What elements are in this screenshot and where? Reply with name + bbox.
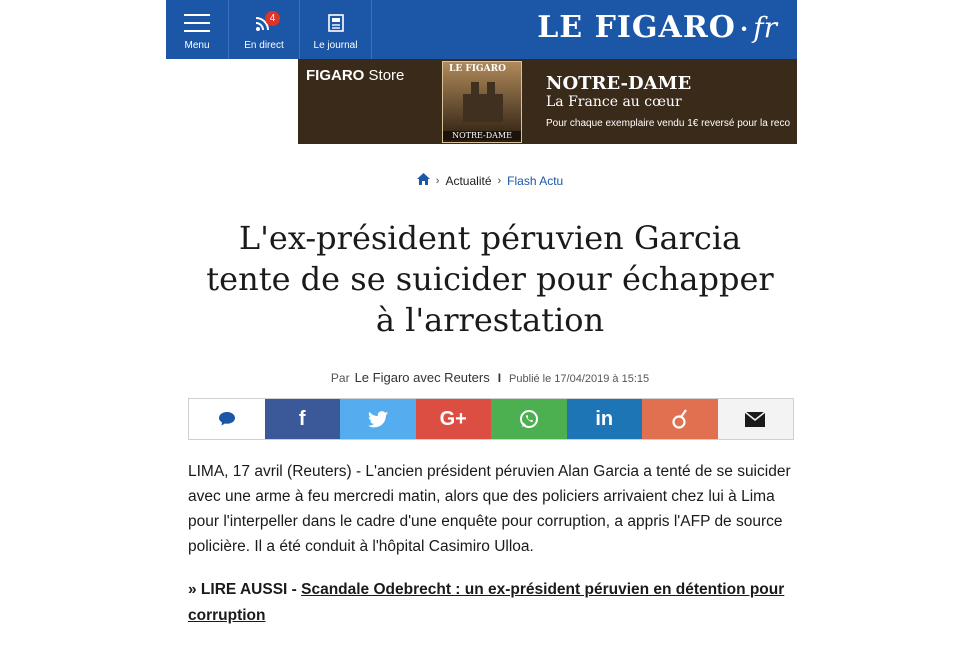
cathedral-illustration — [463, 82, 503, 122]
read-also-prefix: » LIRE AUSSI - — [188, 581, 302, 598]
logo-suffix: fr — [753, 11, 777, 44]
comment-button[interactable] — [189, 399, 265, 439]
book-cover — [442, 61, 522, 143]
banner-note: Pour chaque exemplaire vendu 1€ reversé pour la reco — [546, 118, 791, 129]
banner-title: NOTRE-DAME — [546, 73, 692, 94]
newspaper-icon — [327, 14, 345, 35]
store-brand: FIGARO Store — [306, 67, 405, 84]
live-badge: 4 — [265, 11, 280, 26]
article-title: L'ex-président péruvien Garcia tente de se suicider pour échapper à l'arrestation — [206, 219, 774, 339]
logo-dot: · — [739, 14, 750, 43]
journal-label: Le journal — [313, 40, 358, 51]
figaro-store-banner[interactable] — [298, 59, 797, 144]
cover-top-text: LE FIGARO — [449, 64, 506, 74]
breadcrumb-flash-actu[interactable]: Flash Actu — [507, 173, 564, 188]
banner-subtitle: La France au cœur — [546, 94, 682, 110]
journal-button[interactable] — [300, 0, 372, 59]
live-button[interactable] — [228, 0, 300, 59]
whatsapp-icon — [519, 409, 539, 429]
site-header — [166, 0, 797, 59]
breadcrumb-actualite[interactable]: Actualité — [445, 173, 492, 188]
chevron-right-icon: › — [497, 174, 502, 187]
read-also — [188, 577, 788, 629]
live-label: En direct — [244, 40, 284, 51]
publish-date: Publié le 17/04/2019 à 15:15 — [509, 373, 650, 385]
google-plus-icon: G+ — [439, 407, 467, 430]
twitter-share-button[interactable] — [340, 399, 416, 439]
linkedin-icon: in — [595, 407, 614, 430]
author[interactable]: Le Figaro avec Reuters — [354, 370, 490, 385]
email-share-button[interactable] — [718, 399, 794, 439]
home-icon[interactable] — [417, 173, 430, 188]
comment-icon — [218, 411, 236, 427]
twitter-icon — [368, 411, 388, 428]
google-plus-share-button[interactable] — [416, 399, 492, 439]
mail-icon — [745, 412, 765, 427]
breadcrumb — [0, 173, 980, 188]
cover-bottom-text: NOTRE-DAME — [443, 131, 521, 140]
hamburger-icon — [184, 14, 210, 32]
viadeo-icon — [671, 409, 689, 429]
facebook-share-button[interactable] — [265, 399, 341, 439]
whatsapp-share-button[interactable] — [491, 399, 567, 439]
facebook-icon: f — [298, 407, 306, 430]
logo-main: LE FIGARO — [537, 10, 736, 45]
figaro-logo[interactable] — [537, 10, 777, 45]
byline-prefix: Par — [330, 371, 350, 385]
byline — [0, 370, 980, 385]
article-body: LIMA, 17 avril (Reuters) - L'ancien président péruvien Alan Garcia a tenté de se suicider avec une arme à feu mercredi matin, alors que des policiers arrivaient chez lui à Lima pour l'interpeller dans le cadre d'une enquête pour corruption, a appris l'AFP de source policière. Il a été conduit à l'hôpital Casimiro Ulloa. — [188, 463, 791, 555]
linkedin-share-button[interactable] — [567, 399, 643, 439]
share-bar — [188, 398, 794, 440]
live-icon — [254, 14, 274, 35]
byline-separator: I — [497, 371, 502, 385]
menu-label: Menu — [184, 40, 210, 51]
read-also-link[interactable]: Scandale Odebrecht : un ex-président péruvien en détention pour corruption — [188, 581, 785, 624]
viadeo-share-button[interactable] — [642, 399, 718, 439]
chevron-right-icon: › — [435, 174, 440, 187]
menu-button[interactable] — [166, 0, 228, 59]
